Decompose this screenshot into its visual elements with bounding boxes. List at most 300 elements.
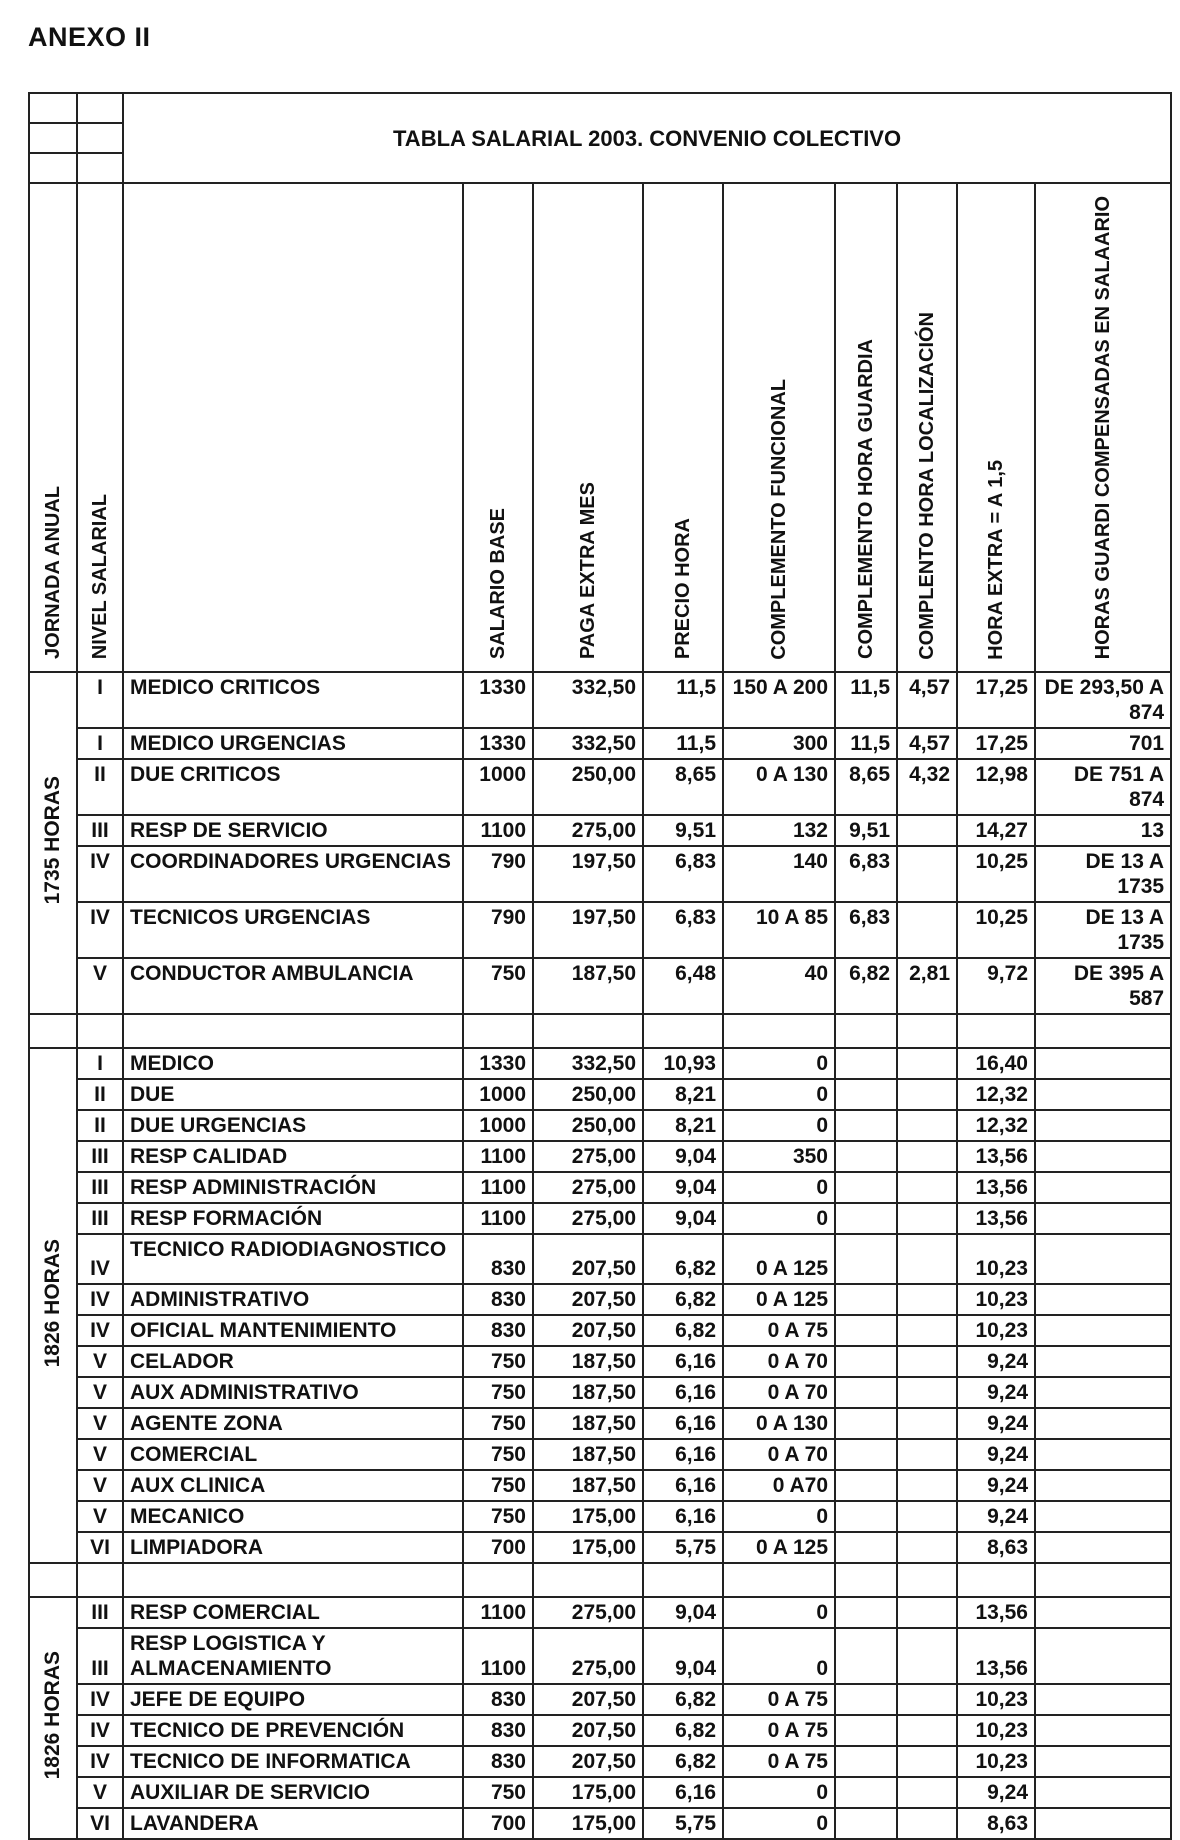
precio-hora-cell: 6,82: [643, 1715, 723, 1746]
hora-extra-cell: 9,24: [957, 1470, 1035, 1501]
precio-hora-cell: 8,21: [643, 1079, 723, 1110]
header-precio-hora: PRECIO HORA: [643, 183, 723, 672]
horas-guardi-cell: [1035, 1408, 1171, 1439]
horas-guardi-cell: [1035, 1470, 1171, 1501]
hora-extra-cell: 9,24: [957, 1346, 1035, 1377]
salario-base-cell: 700: [463, 1532, 533, 1563]
categoria-cell: RESP CALIDAD: [123, 1141, 463, 1172]
hora-extra-cell: 10,23: [957, 1284, 1035, 1315]
header-nivel: NIVEL SALARIAL: [77, 183, 123, 672]
header-categoria: [123, 183, 463, 672]
categoria-cell: JEFE DE EQUIPO: [123, 1684, 463, 1715]
categoria-cell: TECNICO DE PREVENCIÓN: [123, 1715, 463, 1746]
precio-hora-cell: 6,16: [643, 1408, 723, 1439]
paga-extra-cell: 175,00: [533, 1501, 643, 1532]
comp-localizacion-cell: [897, 815, 957, 846]
table-row: [29, 1141, 1171, 1172]
comp-funcional-cell: 0 A 75: [723, 1746, 835, 1777]
categoria-cell: LIMPIADORA: [123, 1532, 463, 1563]
nivel-cell: V: [77, 958, 123, 1014]
hora-extra-cell: 9,72: [957, 958, 1035, 1014]
salario-base-cell: 830: [463, 1746, 533, 1777]
comp-funcional-cell: 0: [723, 1048, 835, 1079]
paga-extra-cell: 207,50: [533, 1234, 643, 1284]
comp-guardia-cell: [835, 1234, 897, 1284]
nivel-cell: V: [77, 1377, 123, 1408]
comp-guardia-cell: [835, 1172, 897, 1203]
hora-extra-cell: 12,32: [957, 1079, 1035, 1110]
comp-guardia-cell: 6,83: [835, 846, 897, 902]
comp-localizacion-cell: [897, 902, 957, 958]
precio-hora-cell: 6,16: [643, 1501, 723, 1532]
horas-guardi-cell: DE 293,50 A 874: [1035, 672, 1171, 728]
horas-guardi-cell: DE 751 A 874: [1035, 759, 1171, 815]
paga-extra-cell: 187,50: [533, 1439, 643, 1470]
comp-funcional-cell: 132: [723, 815, 835, 846]
table-row: [29, 1746, 1171, 1777]
horas-guardi-cell: [1035, 1597, 1171, 1628]
paga-extra-cell: 187,50: [533, 1377, 643, 1408]
categoria-cell: MEDICO CRITICOS: [123, 672, 463, 728]
nivel-cell: III: [77, 815, 123, 846]
precio-hora-cell: 6,82: [643, 1315, 723, 1346]
hora-extra-cell: 12,98: [957, 759, 1035, 815]
comp-guardia-cell: [835, 1470, 897, 1501]
salario-base-cell: 830: [463, 1234, 533, 1284]
horas-guardi-cell: DE 13 A 1735: [1035, 902, 1171, 958]
comp-guardia-cell: [835, 1110, 897, 1141]
comp-localizacion-cell: [897, 1715, 957, 1746]
salario-base-cell: 790: [463, 846, 533, 902]
categoria-cell: MECANICO: [123, 1501, 463, 1532]
precio-hora-cell: 6,83: [643, 846, 723, 902]
comp-localizacion-cell: 4,32: [897, 759, 957, 815]
paga-extra-cell: 187,50: [533, 1346, 643, 1377]
comp-funcional-cell: 0: [723, 1628, 835, 1684]
comp-funcional-cell: 0 A 70: [723, 1346, 835, 1377]
comp-guardia-cell: 6,83: [835, 902, 897, 958]
categoria-cell: AUX ADMINISTRATIVO: [123, 1377, 463, 1408]
comp-guardia-cell: 11,5: [835, 672, 897, 728]
precio-hora-cell: 6,82: [643, 1234, 723, 1284]
comp-localizacion-cell: [897, 1439, 957, 1470]
table-row: [29, 1203, 1171, 1234]
nivel-cell: V: [77, 1501, 123, 1532]
salario-base-cell: 750: [463, 958, 533, 1014]
nivel-cell: II: [77, 759, 123, 815]
salario-base-cell: 750: [463, 1439, 533, 1470]
comp-guardia-cell: [835, 1203, 897, 1234]
nivel-cell: III: [77, 1141, 123, 1172]
salario-base-cell: 1100: [463, 1172, 533, 1203]
header-comp-localizacion: COMPLENTO HORA LOCALIZACIÓN: [897, 183, 957, 672]
table-row: [29, 1110, 1171, 1141]
comp-guardia-cell: [835, 1746, 897, 1777]
salario-base-cell: 1100: [463, 1203, 533, 1234]
salario-base-cell: 750: [463, 1777, 533, 1808]
comp-localizacion-cell: [897, 1315, 957, 1346]
hora-extra-cell: 9,24: [957, 1408, 1035, 1439]
comp-guardia-cell: 8,65: [835, 759, 897, 815]
nivel-cell: V: [77, 1346, 123, 1377]
precio-hora-cell: 9,04: [643, 1203, 723, 1234]
nivel-cell: VI: [77, 1532, 123, 1563]
comp-localizacion-cell: [897, 1684, 957, 1715]
comp-funcional-cell: 0 A 75: [723, 1684, 835, 1715]
comp-funcional-cell: 0 A70: [723, 1470, 835, 1501]
header-comp-funcional: COMPLEMENTO FUNCIONAL: [723, 183, 835, 672]
precio-hora-cell: 8,21: [643, 1110, 723, 1141]
comp-guardia-cell: [835, 1715, 897, 1746]
hora-extra-cell: 13,56: [957, 1597, 1035, 1628]
header-salario-base: SALARIO BASE: [463, 183, 533, 672]
comp-localizacion-cell: [897, 1408, 957, 1439]
salario-base-cell: 750: [463, 1346, 533, 1377]
table-row: [29, 728, 1171, 759]
comp-funcional-cell: 0 A 130: [723, 759, 835, 815]
nivel-cell: IV: [77, 1746, 123, 1777]
paga-extra-cell: 207,50: [533, 1684, 643, 1715]
categoria-cell: MEDICO: [123, 1048, 463, 1079]
horas-guardi-cell: [1035, 1777, 1171, 1808]
precio-hora-cell: 8,65: [643, 759, 723, 815]
horas-guardi-cell: [1035, 1141, 1171, 1172]
table-row: [29, 958, 1171, 1014]
comp-funcional-cell: 150 A 200: [723, 672, 835, 728]
comp-localizacion-cell: [897, 1501, 957, 1532]
paga-extra-cell: 250,00: [533, 1079, 643, 1110]
table-row: [29, 1315, 1171, 1346]
nivel-cell: IV: [77, 1715, 123, 1746]
hora-extra-cell: 13,56: [957, 1172, 1035, 1203]
precio-hora-cell: 6,16: [643, 1777, 723, 1808]
comp-funcional-cell: 0: [723, 1203, 835, 1234]
paga-extra-cell: 175,00: [533, 1777, 643, 1808]
table-row: [29, 1532, 1171, 1563]
precio-hora-cell: 6,48: [643, 958, 723, 1014]
comp-localizacion-cell: [897, 1532, 957, 1563]
paga-extra-cell: 275,00: [533, 815, 643, 846]
comp-guardia-cell: [835, 1532, 897, 1563]
comp-localizacion-cell: 4,57: [897, 672, 957, 728]
categoria-cell: OFICIAL MANTENIMIENTO: [123, 1315, 463, 1346]
salario-base-cell: 1000: [463, 1110, 533, 1141]
comp-guardia-cell: [835, 1501, 897, 1532]
horas-guardi-cell: [1035, 1079, 1171, 1110]
paga-extra-cell: 275,00: [533, 1141, 643, 1172]
salario-base-cell: 830: [463, 1284, 533, 1315]
nivel-cell: V: [77, 1470, 123, 1501]
salario-base-cell: 750: [463, 1470, 533, 1501]
hora-extra-cell: 10,25: [957, 846, 1035, 902]
precio-hora-cell: 5,75: [643, 1808, 723, 1839]
comp-guardia-cell: 6,82: [835, 958, 897, 1014]
comp-guardia-cell: [835, 1597, 897, 1628]
comp-guardia-cell: [835, 1684, 897, 1715]
categoria-cell: DUE CRITICOS: [123, 759, 463, 815]
comp-funcional-cell: 0: [723, 1172, 835, 1203]
comp-localizacion-cell: [897, 1172, 957, 1203]
comp-guardia-cell: [835, 1079, 897, 1110]
comp-guardia-cell: 11,5: [835, 728, 897, 759]
comp-funcional-cell: 0 A 125: [723, 1532, 835, 1563]
comp-funcional-cell: 300: [723, 728, 835, 759]
categoria-cell: COMERCIAL: [123, 1439, 463, 1470]
categoria-cell: DUE URGENCIAS: [123, 1110, 463, 1141]
table-row: [29, 1777, 1171, 1808]
paga-extra-cell: 207,50: [533, 1746, 643, 1777]
hora-extra-cell: 9,24: [957, 1501, 1035, 1532]
hora-extra-cell: 10,23: [957, 1315, 1035, 1346]
nivel-cell: III: [77, 1172, 123, 1203]
precio-hora-cell: 6,16: [643, 1470, 723, 1501]
salario-base-cell: 1000: [463, 759, 533, 815]
nivel-cell: III: [77, 1628, 123, 1684]
horas-guardi-cell: [1035, 1048, 1171, 1079]
comp-funcional-cell: 0 A 75: [723, 1715, 835, 1746]
table-row: [29, 1172, 1171, 1203]
comp-guardia-cell: [835, 1141, 897, 1172]
comp-funcional-cell: 0: [723, 1079, 835, 1110]
precio-hora-cell: 9,04: [643, 1172, 723, 1203]
salario-base-cell: 1100: [463, 1141, 533, 1172]
paga-extra-cell: 275,00: [533, 1628, 643, 1684]
salario-base-cell: 750: [463, 1408, 533, 1439]
paga-extra-cell: 275,00: [533, 1172, 643, 1203]
comp-localizacion-cell: [897, 1234, 957, 1284]
comp-localizacion-cell: [897, 1777, 957, 1808]
comp-localizacion-cell: [897, 1203, 957, 1234]
table-row: [29, 759, 1171, 815]
nivel-cell: V: [77, 1408, 123, 1439]
nivel-cell: IV: [77, 846, 123, 902]
comp-funcional-cell: 40: [723, 958, 835, 1014]
hora-extra-cell: 10,23: [957, 1746, 1035, 1777]
salario-base-cell: 830: [463, 1315, 533, 1346]
nivel-cell: I: [77, 672, 123, 728]
comp-localizacion-cell: 2,81: [897, 958, 957, 1014]
comp-funcional-cell: 0: [723, 1597, 835, 1628]
horas-guardi-cell: [1035, 1234, 1171, 1284]
hora-extra-cell: 10,23: [957, 1715, 1035, 1746]
precio-hora-cell: 6,16: [643, 1346, 723, 1377]
precio-hora-cell: 9,04: [643, 1141, 723, 1172]
horas-guardi-cell: [1035, 1172, 1171, 1203]
header-horas-guardi: HORAS GUARDI COMPENSADAS EN SALAARIO: [1035, 183, 1171, 672]
hora-extra-cell: 17,25: [957, 728, 1035, 759]
salario-base-cell: 1330: [463, 728, 533, 759]
comp-localizacion-cell: [897, 1597, 957, 1628]
comp-funcional-cell: 0 A 130: [723, 1408, 835, 1439]
table-row: [29, 1377, 1171, 1408]
table-row: [29, 1501, 1171, 1532]
precio-hora-cell: 6,16: [643, 1377, 723, 1408]
comp-funcional-cell: 0: [723, 1501, 835, 1532]
table-row: [29, 1234, 1171, 1284]
nivel-cell: IV: [77, 1684, 123, 1715]
horas-guardi-cell: [1035, 1284, 1171, 1315]
comp-guardia-cell: [835, 1284, 897, 1315]
horas-guardi-cell: [1035, 1628, 1171, 1684]
categoria-cell: MEDICO URGENCIAS: [123, 728, 463, 759]
jornada-cell: 1735 HORAS: [29, 672, 77, 1014]
table-row: [29, 1346, 1171, 1377]
comp-guardia-cell: [835, 1315, 897, 1346]
nivel-cell: V: [77, 1439, 123, 1470]
hora-extra-cell: 16,40: [957, 1048, 1035, 1079]
paga-extra-cell: 175,00: [533, 1532, 643, 1563]
comp-guardia-cell: [835, 1377, 897, 1408]
table-row: [29, 815, 1171, 846]
categoria-cell: AUXILIAR DE SERVICIO: [123, 1777, 463, 1808]
hora-extra-cell: 13,56: [957, 1628, 1035, 1684]
nivel-cell: III: [77, 1597, 123, 1628]
comp-localizacion-cell: [897, 1110, 957, 1141]
hora-extra-cell: 13,56: [957, 1141, 1035, 1172]
page-title: ANEXO II: [28, 22, 151, 52]
paga-extra-cell: 207,50: [533, 1715, 643, 1746]
paga-extra-cell: 332,50: [533, 672, 643, 728]
comp-funcional-cell: 10 A 85: [723, 902, 835, 958]
categoria-cell: DUE: [123, 1079, 463, 1110]
comp-localizacion-cell: 4,57: [897, 728, 957, 759]
comp-funcional-cell: 0: [723, 1808, 835, 1839]
horas-guardi-cell: [1035, 1684, 1171, 1715]
table-row: [29, 1808, 1171, 1839]
horas-guardi-cell: [1035, 1808, 1171, 1839]
horas-guardi-cell: [1035, 1501, 1171, 1532]
horas-guardi-cell: [1035, 1715, 1171, 1746]
precio-hora-cell: 6,83: [643, 902, 723, 958]
table-row: [29, 1284, 1171, 1315]
hora-extra-cell: 9,24: [957, 1777, 1035, 1808]
categoria-cell: RESP ADMINISTRACIÓN: [123, 1172, 463, 1203]
comp-localizacion-cell: [897, 1470, 957, 1501]
header-jornada: JORNADA ANUAL: [29, 183, 77, 672]
categoria-cell: RESP COMERCIAL: [123, 1597, 463, 1628]
categoria-cell: LAVANDERA: [123, 1808, 463, 1839]
categoria-cell: ADMINISTRATIVO: [123, 1284, 463, 1315]
horas-guardi-cell: [1035, 1377, 1171, 1408]
paga-extra-cell: 250,00: [533, 1110, 643, 1141]
horas-guardi-cell: [1035, 1315, 1171, 1346]
comp-localizacion-cell: [897, 1141, 957, 1172]
header-hora-extra: HORA EXTRA = A 1,5: [957, 183, 1035, 672]
jornada-cell: 1826 HORAS: [29, 1597, 77, 1839]
precio-hora-cell: 10,93: [643, 1048, 723, 1079]
paga-extra-cell: 197,50: [533, 846, 643, 902]
horas-guardi-cell: 13: [1035, 815, 1171, 846]
salario-base-cell: 1330: [463, 672, 533, 728]
hora-extra-cell: 8,63: [957, 1808, 1035, 1839]
comp-funcional-cell: 0 A 125: [723, 1234, 835, 1284]
nivel-cell: IV: [77, 1284, 123, 1315]
nivel-cell: II: [77, 1110, 123, 1141]
nivel-cell: VI: [77, 1808, 123, 1839]
comp-localizacion-cell: [897, 1079, 957, 1110]
horas-guardi-cell: [1035, 1110, 1171, 1141]
categoria-cell: CONDUCTOR AMBULANCIA: [123, 958, 463, 1014]
table-row: [29, 902, 1171, 958]
paga-extra-cell: 207,50: [533, 1284, 643, 1315]
categoria-cell: CELADOR: [123, 1346, 463, 1377]
categoria-cell: AUX CLINICA: [123, 1470, 463, 1501]
horas-guardi-cell: [1035, 1203, 1171, 1234]
nivel-cell: IV: [77, 1315, 123, 1346]
comp-funcional-cell: 0 A 125: [723, 1284, 835, 1315]
comp-guardia-cell: [835, 1777, 897, 1808]
paga-extra-cell: 332,50: [533, 1048, 643, 1079]
nivel-cell: IV: [77, 902, 123, 958]
comp-guardia-cell: [835, 1408, 897, 1439]
table-row: [29, 1597, 1171, 1628]
comp-localizacion-cell: [897, 1284, 957, 1315]
comp-localizacion-cell: [897, 1628, 957, 1684]
horas-guardi-cell: [1035, 1346, 1171, 1377]
precio-hora-cell: 6,82: [643, 1746, 723, 1777]
table-row: [29, 1079, 1171, 1110]
paga-extra-cell: 250,00: [533, 759, 643, 815]
salario-base-cell: 830: [463, 1684, 533, 1715]
table-row: [29, 1684, 1171, 1715]
paga-extra-cell: 275,00: [533, 1203, 643, 1234]
hora-extra-cell: 17,25: [957, 672, 1035, 728]
categoria-cell: RESP LOGISTICA Y ALMACENAMIENTO: [123, 1628, 463, 1684]
precio-hora-cell: 11,5: [643, 672, 723, 728]
salario-base-cell: 1100: [463, 1628, 533, 1684]
salario-base-cell: 1330: [463, 1048, 533, 1079]
comp-localizacion-cell: [897, 1746, 957, 1777]
paga-extra-cell: 275,00: [533, 1597, 643, 1628]
paga-extra-cell: 175,00: [533, 1808, 643, 1839]
categoria-cell: RESP DE SERVICIO: [123, 815, 463, 846]
nivel-cell: V: [77, 1777, 123, 1808]
salario-base-cell: 790: [463, 902, 533, 958]
nivel-cell: II: [77, 1079, 123, 1110]
nivel-cell: IV: [77, 1234, 123, 1284]
comp-funcional-cell: 0 A 70: [723, 1377, 835, 1408]
paga-extra-cell: 207,50: [533, 1315, 643, 1346]
paga-extra-cell: 187,50: [533, 958, 643, 1014]
hora-extra-cell: 9,24: [957, 1439, 1035, 1470]
table-title: TABLA SALARIAL 2003. CONVENIO COLECTIVO: [123, 93, 1171, 183]
categoria-cell: TECNICOS URGENCIAS: [123, 902, 463, 958]
comp-localizacion-cell: [897, 846, 957, 902]
hora-extra-cell: 10,25: [957, 902, 1035, 958]
hora-extra-cell: 13,56: [957, 1203, 1035, 1234]
comp-guardia-cell: [835, 1628, 897, 1684]
comp-funcional-cell: 140: [723, 846, 835, 902]
categoria-cell: COORDINADORES URGENCIAS: [123, 846, 463, 902]
horas-guardi-cell: [1035, 1532, 1171, 1563]
categoria-cell: AGENTE ZONA: [123, 1408, 463, 1439]
salario-base-cell: 750: [463, 1501, 533, 1532]
comp-localizacion-cell: [897, 1377, 957, 1408]
comp-localizacion-cell: [897, 1048, 957, 1079]
nivel-cell: I: [77, 728, 123, 759]
salario-base-cell: 1100: [463, 815, 533, 846]
comp-funcional-cell: 0: [723, 1777, 835, 1808]
header-paga-extra: PAGA EXTRA MES: [533, 183, 643, 672]
categoria-cell: RESP FORMACIÓN: [123, 1203, 463, 1234]
comp-funcional-cell: 0: [723, 1110, 835, 1141]
precio-hora-cell: 9,51: [643, 815, 723, 846]
nivel-cell: I: [77, 1048, 123, 1079]
comp-funcional-cell: 0 A 75: [723, 1315, 835, 1346]
group-separator: [29, 1014, 1171, 1048]
comp-guardia-cell: 9,51: [835, 815, 897, 846]
horas-guardi-cell: 701: [1035, 728, 1171, 759]
